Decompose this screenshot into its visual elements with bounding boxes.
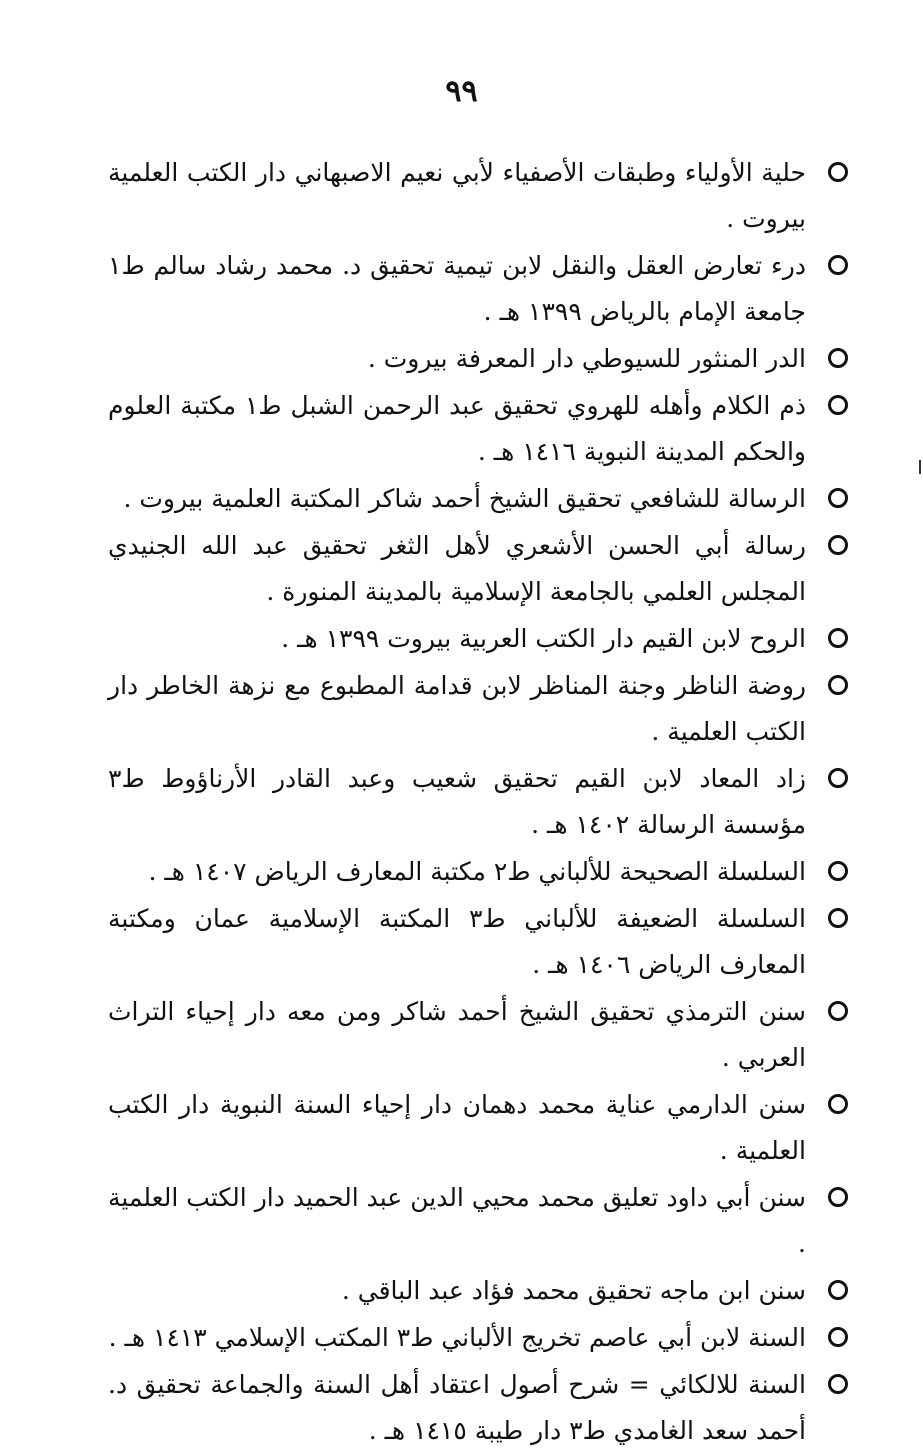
bibliography-entry bbox=[108, 989, 850, 1081]
bibliography-entry bbox=[108, 1175, 850, 1267]
entry-text: زاد المعاد لابن القيم تحقيق شعيب وعبد القادر الأرناؤوط ط٣ مؤسسة الرسالة ١٤٠٢ هـ . bbox=[108, 764, 806, 839]
circle-bullet-icon bbox=[828, 162, 848, 182]
circle-bullet-icon bbox=[828, 1327, 848, 1347]
circle-bullet-icon bbox=[828, 535, 848, 555]
entry-text: حلية الأولياء وطبقات الأصفياء لأبي نعيم الاصبهاني دار الكتب العلمية بيروت . bbox=[108, 158, 806, 233]
bibliography-entry bbox=[108, 849, 850, 895]
bibliography-entry bbox=[108, 616, 850, 662]
circle-bullet-icon bbox=[828, 1374, 848, 1394]
bibliography-entry bbox=[108, 150, 850, 242]
circle-bullet-icon bbox=[828, 255, 848, 275]
bibliography-entry bbox=[108, 1268, 850, 1314]
entry-text: الرسالة للشافعي تحقيق الشيخ أحمد شاكر المكتبة العلمية بيروت . bbox=[123, 484, 806, 513]
circle-bullet-icon bbox=[828, 488, 848, 508]
circle-bullet-icon bbox=[828, 1280, 848, 1300]
entry-text: سنن أبي داود تعليق محمد محيي الدين عبد الحميد دار الكتب العلمية . bbox=[108, 1183, 806, 1258]
circle-bullet-icon bbox=[828, 768, 848, 788]
entry-text: الدر المنثور للسيوطي دار المعرفة بيروت . bbox=[367, 344, 806, 373]
entry-text: الروح لابن القيم دار الكتب العربية بيروت ١٣٩٩ هـ . bbox=[281, 624, 806, 653]
bibliography-entry bbox=[108, 383, 850, 475]
circle-bullet-icon bbox=[828, 628, 848, 648]
bibliography-entry bbox=[108, 1315, 850, 1361]
circle-bullet-icon bbox=[828, 1001, 848, 1021]
bibliography-entry bbox=[108, 1082, 850, 1174]
circle-bullet-icon bbox=[828, 1094, 848, 1114]
circle-bullet-icon bbox=[828, 1187, 848, 1207]
bibliography-entry bbox=[108, 476, 850, 522]
bibliography-entry bbox=[108, 336, 850, 382]
scan-edge-mark bbox=[919, 460, 921, 474]
circle-bullet-icon bbox=[828, 861, 848, 881]
bibliography-entry bbox=[108, 523, 850, 615]
circle-bullet-icon bbox=[828, 348, 848, 368]
entry-text: السلسلة الضعيفة للألباني ط٣ المكتبة الإسلامية عمان ومكتبة المعارف الرياض ١٤٠٦ هـ . bbox=[108, 904, 806, 979]
bibliography-entry bbox=[108, 896, 850, 988]
entry-text: روضة الناظر وجنة المناظر لابن قدامة المطبوع مع نزهة الخاطر دار الكتب العلمية . bbox=[108, 671, 806, 746]
entry-text: سنن الدارمي عناية محمد دهمان دار إحياء السنة النبوية دار الكتب العلمية . bbox=[108, 1090, 806, 1165]
entry-text: السنة للالكائي = شرح أصول اعتقاد أهل السنة والجماعة تحقيق د. أحمد سعد الغامدي ط٣ دار طيبة ١٤١٥ هـ . bbox=[108, 1370, 806, 1445]
entry-text: ذم الكلام وأهله للهروي تحقيق عبد الرحمن الشبل ط١ مكتبة العلوم والحكم المدينة النبوية ١٤١٦ هـ . bbox=[108, 391, 806, 466]
bibliography-entry bbox=[108, 1362, 850, 1454]
page-number: ٩٩ bbox=[445, 74, 478, 109]
circle-bullet-icon bbox=[828, 675, 848, 695]
entry-text: درء تعارض العقل والنقل لابن تيمية تحقيق د. محمد رشاد سالم ط١ جامعة الإمام بالرياض ١٣٩٩ هـ . bbox=[108, 251, 806, 326]
entry-text: السلسلة الصحيحة للألباني ط٢ مكتبة المعارف الرياض ١٤٠٧ هـ . bbox=[148, 857, 806, 886]
bibliography-entry bbox=[108, 663, 850, 755]
entry-text: رسالة أبي الحسن الأشعري لأهل الثغر تحقيق عبد الله الجنيدي المجلس العلمي بالجامعة الإسلامية بالمدينة المنورة . bbox=[108, 531, 806, 606]
circle-bullet-icon bbox=[828, 395, 848, 415]
bibliography-list bbox=[108, 150, 850, 1454]
bibliography-entry bbox=[108, 243, 850, 335]
bibliography-entry bbox=[108, 756, 850, 848]
entry-text: السنة لابن أبي عاصم تخريج الألباني ط٣ المكتب الإسلامي ١٤١٣ هـ . bbox=[108, 1323, 806, 1352]
entry-text: سنن ابن ماجه تحقيق محمد فؤاد عبد الباقي . bbox=[341, 1276, 806, 1305]
entry-text: سنن الترمذي تحقيق الشيخ أحمد شاكر ومن معه دار إحياء التراث العربي . bbox=[108, 997, 806, 1072]
circle-bullet-icon bbox=[828, 908, 848, 928]
